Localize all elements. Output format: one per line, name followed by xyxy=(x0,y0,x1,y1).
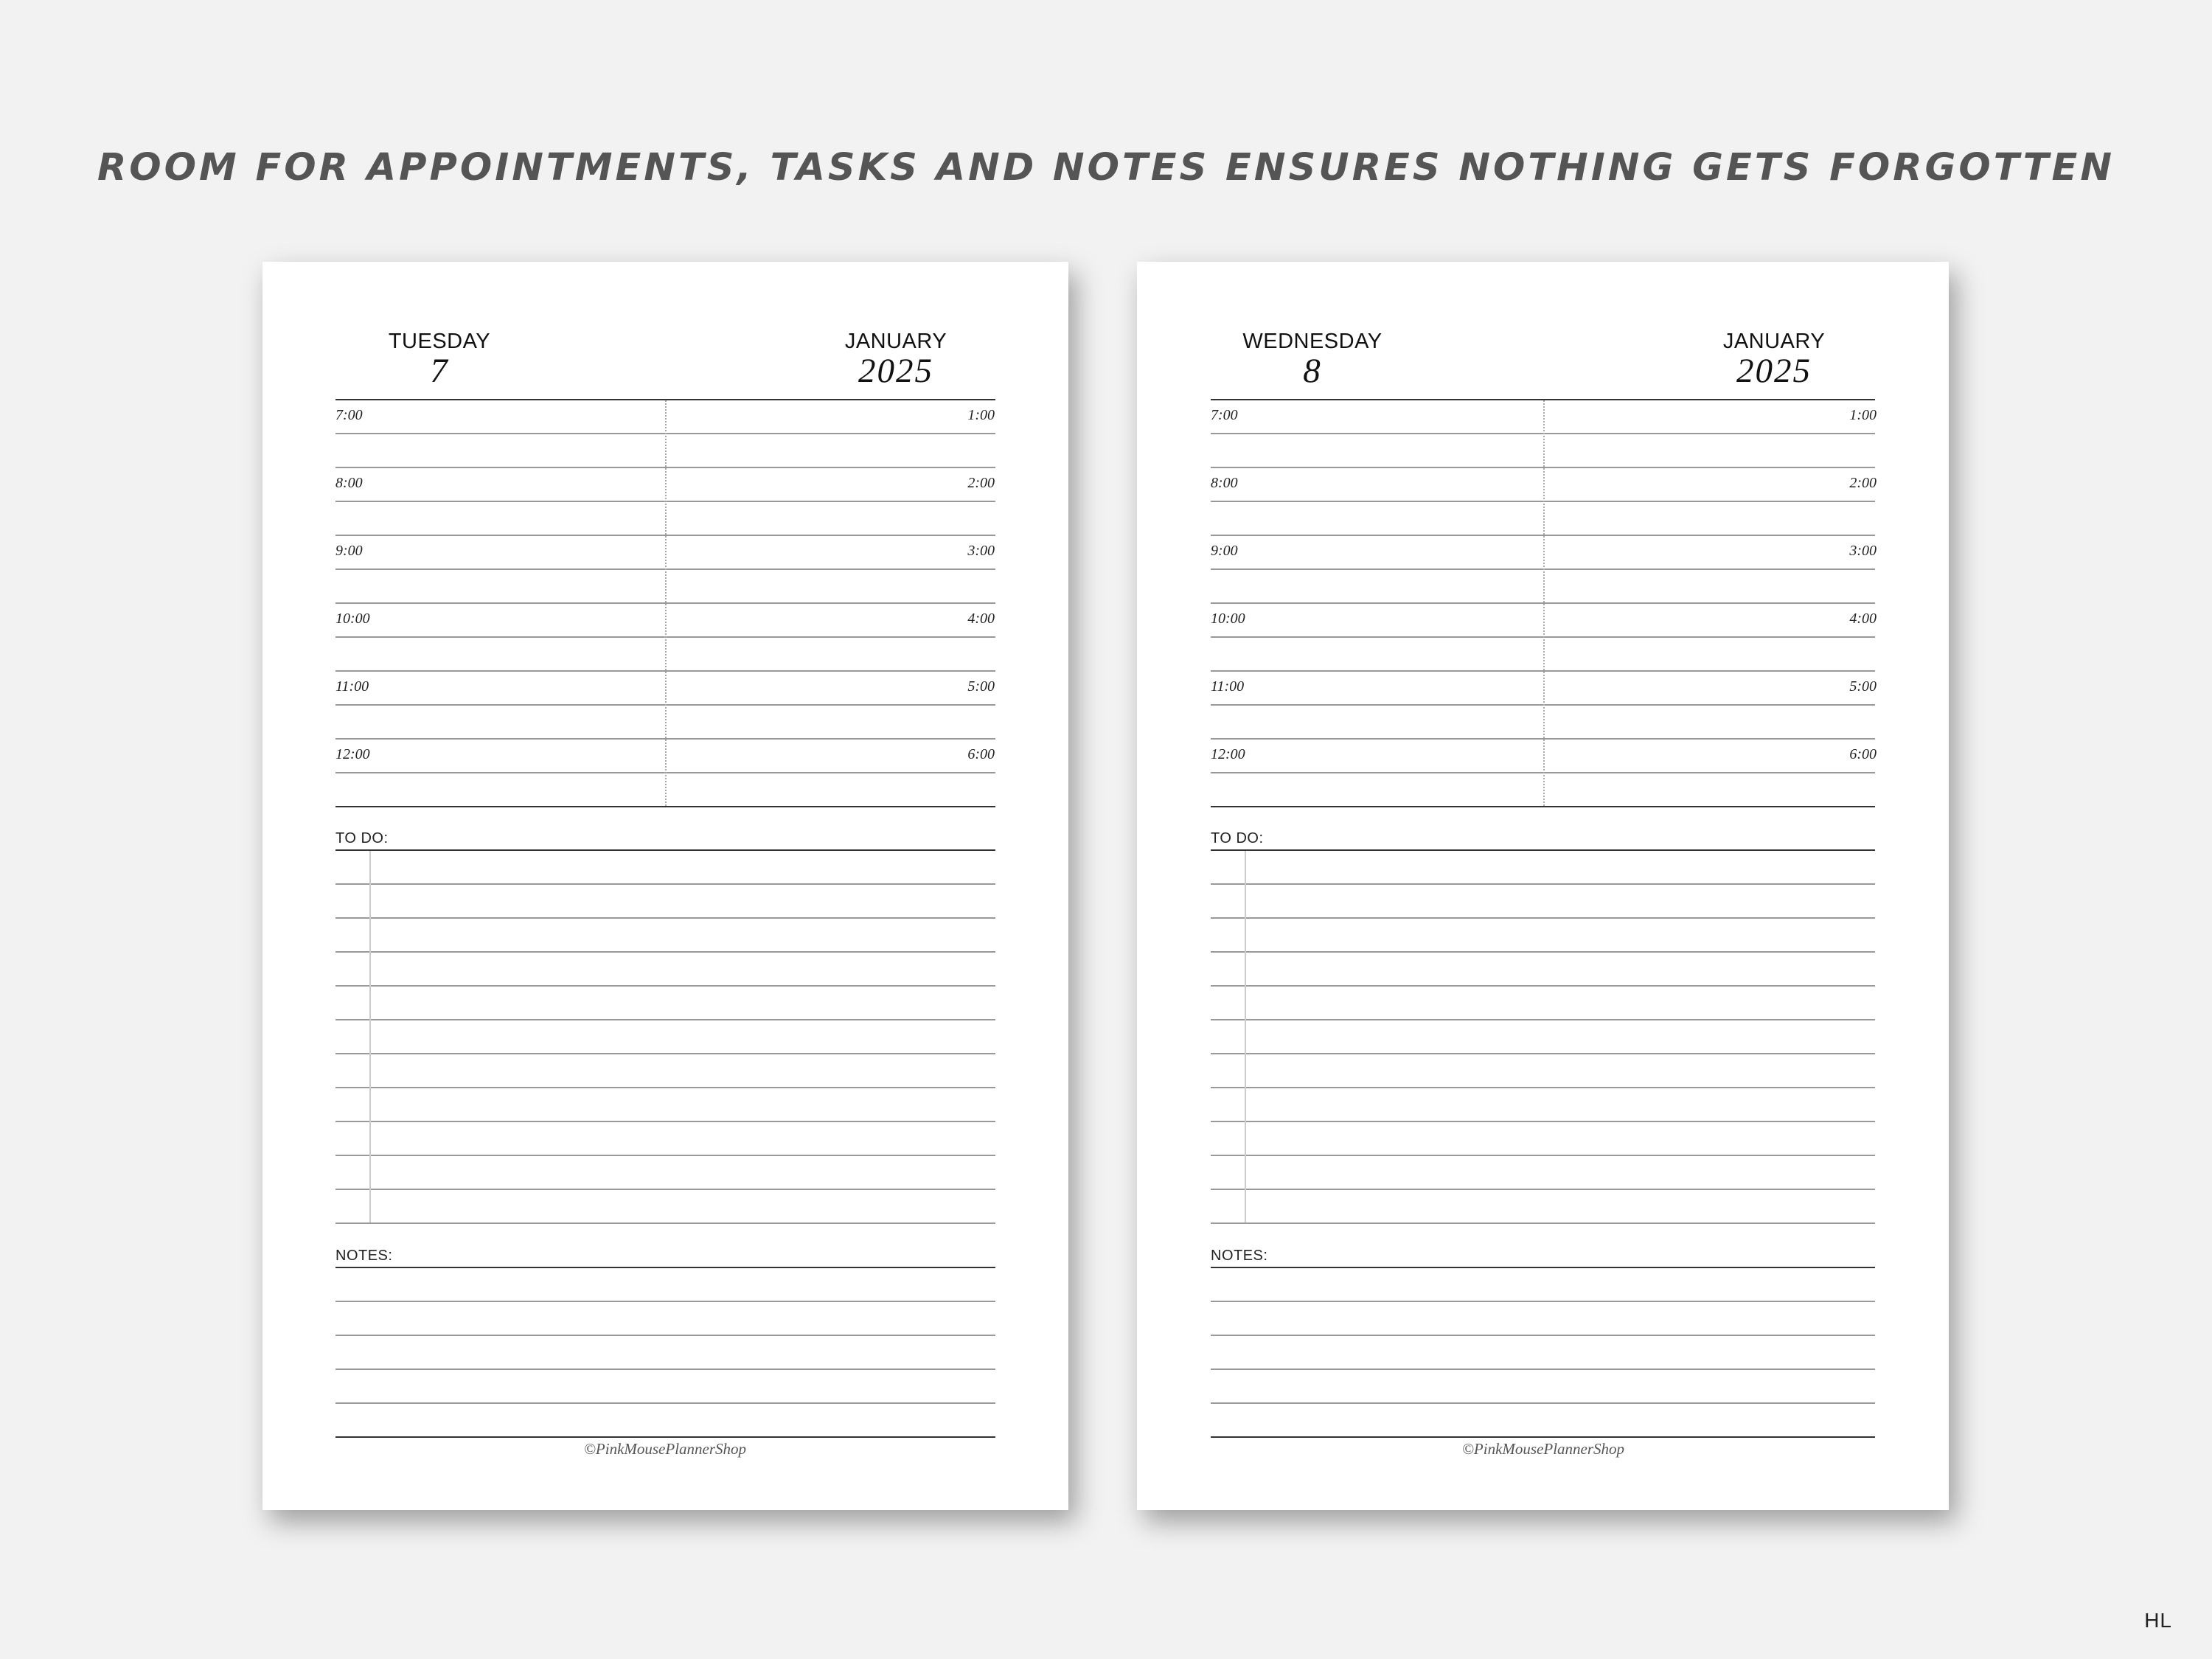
notes-line xyxy=(1211,1368,1875,1370)
time-right-4: 4:00 xyxy=(967,611,995,627)
todo-line xyxy=(1211,985,1875,987)
notes-line xyxy=(335,1402,995,1404)
day-header xyxy=(329,330,550,388)
notes-bottom-rule xyxy=(335,1436,995,1438)
todo-label: TO DO: xyxy=(335,830,389,846)
time-right-5: 5:00 xyxy=(1849,678,1877,695)
notes-line xyxy=(1211,1335,1875,1336)
month-name: JANUARY xyxy=(844,330,947,353)
time-left-12: 12:00 xyxy=(335,746,370,762)
notes-line xyxy=(335,1335,995,1336)
notes-label: NOTES: xyxy=(1211,1248,1268,1264)
todo-line xyxy=(1211,1121,1875,1122)
notes-line xyxy=(335,1368,995,1370)
time-right-1: 1:00 xyxy=(967,407,995,423)
todo-checkbox-margin xyxy=(369,851,371,1222)
todo-line xyxy=(335,1121,995,1122)
schedule-divider xyxy=(1543,400,1545,806)
planner-page-tuesday xyxy=(262,262,1068,1510)
schedule-divider xyxy=(665,400,667,806)
time-left-8: 8:00 xyxy=(335,475,363,491)
day-number: 8 xyxy=(1303,352,1322,390)
year: 2025 xyxy=(1736,352,1812,390)
todo-line xyxy=(335,1053,995,1054)
todo-label: TO DO: xyxy=(1211,830,1264,846)
todo-line xyxy=(1211,917,1875,919)
todo-line xyxy=(1211,1087,1875,1088)
copyright-credit: ©PinkMousePlannerShop xyxy=(583,1440,747,1458)
time-left-9: 9:00 xyxy=(1211,543,1238,559)
year: 2025 xyxy=(858,352,933,390)
time-left-9: 9:00 xyxy=(335,543,363,559)
day-number: 7 xyxy=(430,352,449,390)
todo-line xyxy=(1211,1222,1875,1224)
todo-line xyxy=(335,951,995,953)
time-right-6: 6:00 xyxy=(967,746,995,762)
notes-line xyxy=(1211,1301,1875,1302)
notes-rule xyxy=(335,1267,995,1268)
time-right-6: 6:00 xyxy=(1849,746,1877,762)
todo-line xyxy=(335,1087,995,1088)
time-left-8: 8:00 xyxy=(1211,475,1238,491)
month-name: JANUARY xyxy=(1722,330,1826,353)
day-name: WEDNESDAY xyxy=(1242,330,1382,353)
time-left-12: 12:00 xyxy=(1211,746,1245,762)
time-right-2: 2:00 xyxy=(1849,475,1877,491)
notes-label: NOTES: xyxy=(335,1248,393,1264)
time-right-5: 5:00 xyxy=(967,678,995,695)
schedule-bottom-rule xyxy=(1211,806,1875,807)
todo-line xyxy=(1211,883,1875,885)
todo-line xyxy=(1211,1019,1875,1020)
todo-line xyxy=(1211,951,1875,953)
time-left-10: 10:00 xyxy=(335,611,370,627)
headline: ROOM FOR APPOINTMENTS, TASKS AND NOTES ENSURES NOTHING GETS FORGOTTEN xyxy=(97,146,2115,189)
day-name: TUESDAY xyxy=(388,330,491,353)
notes-rule xyxy=(1211,1267,1875,1268)
todo-line xyxy=(1211,1189,1875,1190)
todo-rule xyxy=(335,849,995,851)
todo-rule xyxy=(1211,849,1875,851)
todo-line xyxy=(335,1222,995,1224)
month-header xyxy=(785,330,1006,388)
time-right-2: 2:00 xyxy=(967,475,995,491)
page-content xyxy=(262,262,1068,1510)
page-content xyxy=(1137,262,1949,1510)
time-left-7: 7:00 xyxy=(1211,407,1238,423)
time-left-10: 10:00 xyxy=(1211,611,1245,627)
notes-line xyxy=(1211,1402,1875,1404)
copyright-credit: ©PinkMousePlannerShop xyxy=(1461,1440,1625,1458)
month-header xyxy=(1663,330,1885,388)
time-right-1: 1:00 xyxy=(1849,407,1877,423)
time-left-11: 11:00 xyxy=(1211,678,1245,695)
todo-line xyxy=(1211,1053,1875,1054)
todo-line xyxy=(335,1155,995,1156)
time-right-3: 3:00 xyxy=(1849,543,1877,559)
todo-line xyxy=(335,883,995,885)
notes-line xyxy=(335,1301,995,1302)
corner-mark: HL xyxy=(2144,1609,2172,1632)
schedule-bottom-rule xyxy=(335,806,995,807)
todo-checkbox-margin xyxy=(1245,851,1246,1222)
todo-line xyxy=(1211,1155,1875,1156)
time-right-4: 4:00 xyxy=(1849,611,1877,627)
planner-page-wednesday xyxy=(1137,262,1949,1510)
day-header xyxy=(1202,330,1423,388)
time-right-3: 3:00 xyxy=(967,543,995,559)
todo-line xyxy=(335,1189,995,1190)
todo-line xyxy=(335,985,995,987)
todo-line xyxy=(335,1019,995,1020)
notes-bottom-rule xyxy=(1211,1436,1875,1438)
time-left-7: 7:00 xyxy=(335,407,363,423)
time-left-11: 11:00 xyxy=(335,678,369,695)
todo-line xyxy=(335,917,995,919)
